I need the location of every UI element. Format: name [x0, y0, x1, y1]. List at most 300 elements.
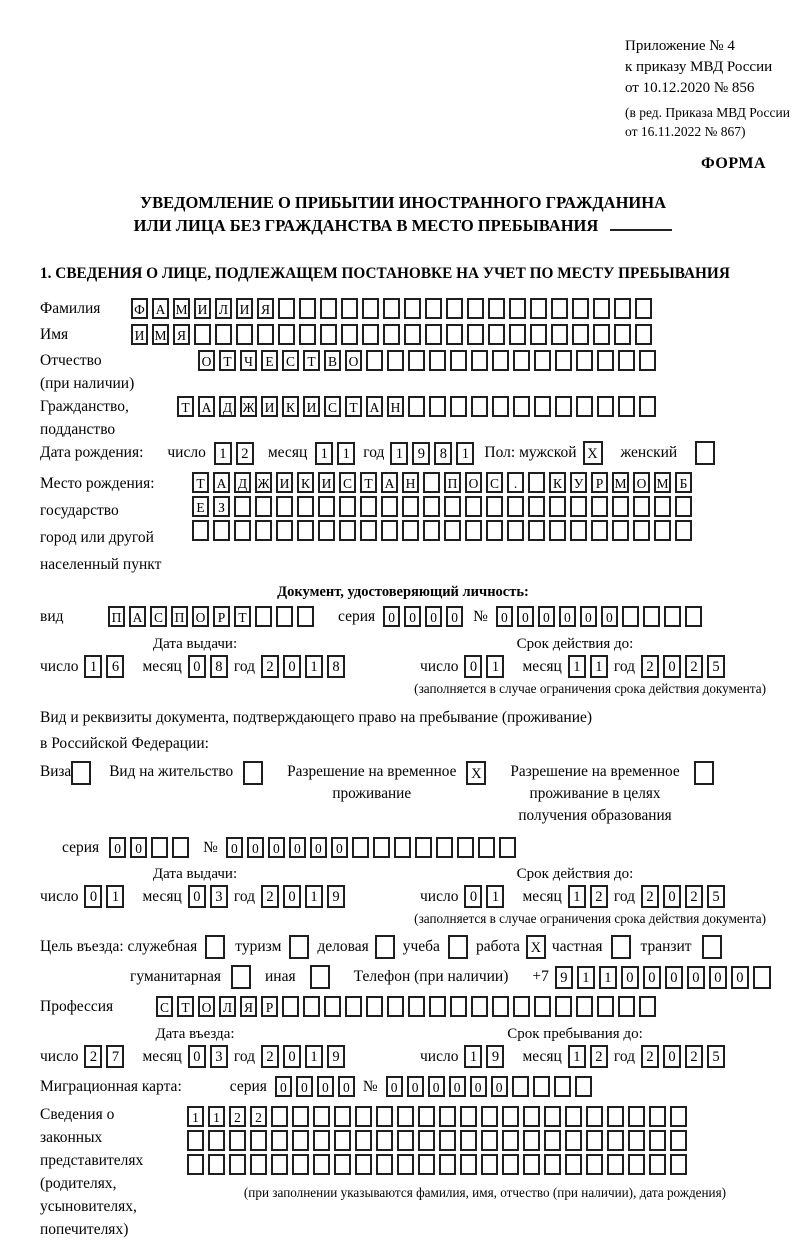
char-cell	[534, 396, 551, 417]
surname-row	[40, 297, 766, 320]
char-cell: 0	[247, 837, 264, 858]
char-cell	[488, 298, 505, 319]
char-cell: Л	[219, 996, 236, 1017]
year-label: год	[233, 1047, 256, 1065]
char-cell	[618, 996, 635, 1017]
form-word-label: ФОРМА	[700, 155, 766, 172]
section1-heading: 1. СВЕДЕНИЯ О ЛИЦЕ, ПОДЛЕЖАЩЕМ ПОСТАНОВКЕ НА УЧЕТ ПО МЕСТУ ПРЕБЫВАНИЯ	[40, 265, 730, 282]
char-cell	[418, 1130, 435, 1151]
char-cell	[565, 1130, 582, 1151]
char-cell: 2	[261, 1045, 279, 1068]
temp-residence-label-2: проживание	[332, 785, 412, 802]
doc-kind-row	[40, 605, 766, 628]
work-checkbox[interactable]: X	[526, 935, 546, 959]
char-cell: 0	[464, 885, 482, 908]
entry-month-cells[interactable]	[188, 1045, 228, 1068]
char-cell	[250, 1154, 267, 1175]
char-cell	[492, 350, 509, 371]
char-cell	[512, 1076, 529, 1097]
char-cell	[576, 996, 593, 1017]
char-cell	[607, 1106, 624, 1127]
char-cell	[628, 1154, 645, 1175]
char-cell	[555, 996, 572, 1017]
sex-male-label: Пол: мужской	[484, 444, 577, 461]
stay-day-cells[interactable]	[464, 1045, 504, 1068]
birth-date-label: Дата рождения:	[40, 444, 144, 461]
char-cell	[492, 396, 509, 417]
char-cell	[404, 324, 421, 345]
char-cell	[418, 1154, 435, 1175]
char-cell	[509, 298, 526, 319]
char-cell: 1	[577, 966, 595, 989]
char-cell	[381, 520, 398, 541]
char-cell	[639, 350, 656, 371]
char-cell	[576, 350, 593, 371]
day-label: число	[420, 1047, 459, 1065]
entry-purpose-row	[40, 935, 766, 959]
permit-number-cells[interactable]	[226, 837, 516, 858]
private-checkbox[interactable]	[611, 935, 631, 959]
permit-valid-day-cells[interactable]	[464, 885, 504, 908]
mig-number-cells[interactable]	[386, 1076, 592, 1097]
day-label: число	[40, 657, 79, 675]
char-cell	[507, 520, 524, 541]
city-label-2: населенный пункт	[40, 556, 162, 573]
permit-series-cells[interactable]	[109, 837, 189, 858]
entry-year-cells[interactable]	[261, 1045, 345, 1068]
char-cell	[597, 396, 614, 417]
char-cell: Д	[219, 396, 236, 417]
char-cell: 0	[109, 837, 126, 858]
char-cell: 9	[327, 1045, 345, 1068]
purpose-official-checkbox[interactable]	[205, 935, 225, 959]
char-cell	[654, 520, 671, 541]
char-cell: 2	[685, 1045, 703, 1068]
doc-number-cells[interactable]	[496, 606, 702, 627]
char-cell: 8	[210, 655, 228, 678]
title-blank-underline	[610, 229, 672, 231]
permit-number-sign: №	[203, 838, 218, 856]
char-cell: С	[156, 996, 173, 1017]
patronymic-cells[interactable]	[198, 350, 656, 371]
char-cell	[467, 298, 484, 319]
char-cell	[523, 1106, 540, 1127]
char-cell: 1	[106, 885, 124, 908]
doc-series-cells[interactable]	[383, 606, 463, 627]
char-cell	[303, 996, 320, 1017]
char-cell	[488, 324, 505, 345]
char-cell	[444, 520, 461, 541]
char-cell: И	[318, 472, 335, 493]
char-cell: М	[654, 472, 671, 493]
char-cell	[523, 1130, 540, 1151]
char-cell	[376, 1106, 393, 1127]
mig-series-cells[interactable]	[275, 1076, 355, 1097]
char-cell: К	[282, 396, 299, 417]
doc-number-sign: №	[473, 607, 488, 625]
char-cell	[544, 1106, 561, 1127]
char-cell: 1	[305, 1045, 323, 1068]
char-cell	[341, 324, 358, 345]
char-cell: О	[345, 350, 362, 371]
char-cell	[622, 606, 639, 627]
char-cell	[593, 298, 610, 319]
char-cell: 0	[331, 837, 348, 858]
char-cell	[215, 324, 232, 345]
temp-residence-checkbox[interactable]: X	[466, 761, 486, 785]
char-cell	[339, 520, 356, 541]
tourism-checkbox[interactable]	[289, 935, 309, 959]
char-cell: 0	[383, 606, 400, 627]
edu-residence-checkbox[interactable]	[694, 761, 714, 785]
char-cell	[502, 1106, 519, 1127]
char-cell: 0	[601, 606, 618, 627]
char-cell	[618, 350, 635, 371]
char-cell: О	[633, 472, 650, 493]
char-cell: 0	[731, 966, 749, 989]
char-cell: Ф	[131, 298, 148, 319]
day-label: число	[420, 887, 459, 905]
char-cell: С	[150, 606, 167, 627]
char-cell: 0	[289, 837, 306, 858]
birth-month-cells[interactable]	[315, 442, 355, 465]
residence-permit-checkbox[interactable]	[243, 761, 263, 785]
char-cell: 2	[685, 655, 703, 678]
char-cell	[530, 324, 547, 345]
char-cell: И	[276, 472, 293, 493]
char-cell: 9	[412, 442, 430, 465]
char-cell: 2	[229, 1106, 246, 1127]
char-cell	[534, 996, 551, 1017]
char-cell: Т	[177, 996, 194, 1017]
char-cell	[486, 496, 503, 517]
transit-checkbox[interactable]	[702, 935, 722, 959]
year-label: год	[363, 444, 385, 461]
char-cell	[229, 1130, 246, 1151]
migration-card-row	[40, 1076, 766, 1097]
char-cell	[565, 1154, 582, 1175]
char-cell: З	[213, 496, 230, 517]
doc-valid-day-cells[interactable]	[464, 655, 504, 678]
transit-label: транзит	[640, 938, 692, 955]
year-label: год	[233, 887, 256, 905]
representatives-label-3: представителях	[40, 1152, 144, 1169]
study-label: учеба	[402, 938, 440, 955]
char-cell	[554, 1076, 571, 1097]
char-cell: Т	[177, 396, 194, 417]
char-cell	[593, 324, 610, 345]
char-cell: Е	[261, 350, 278, 371]
char-cell: 0	[188, 885, 206, 908]
residence-doc-line-1: Вид и реквизиты документа, подтверждающего право на пребывание (проживание)	[40, 709, 593, 726]
char-cell	[187, 1130, 204, 1151]
char-cell	[408, 396, 425, 417]
char-cell	[533, 1076, 550, 1097]
state-label: государство	[40, 502, 119, 519]
edu-residence-label-2: проживание в целях	[529, 785, 661, 802]
edu-residence-label-3: получения образования	[518, 807, 672, 824]
char-cell	[255, 606, 272, 627]
birth-place-cells-2[interactable]	[192, 496, 692, 517]
char-cell	[597, 996, 614, 1017]
char-cell	[404, 298, 421, 319]
year-label: год	[613, 887, 636, 905]
stay-until-heading: Срок пребывания до:	[507, 1026, 643, 1042]
char-cell	[257, 324, 274, 345]
char-cell: 1	[456, 442, 474, 465]
char-cell: .	[507, 472, 524, 493]
appendix-line-3: от 10.12.2020 № 856	[625, 80, 755, 96]
char-cell	[352, 837, 369, 858]
permit-series-label: серия	[62, 838, 100, 856]
char-cell: Е	[192, 496, 209, 517]
char-cell: 0	[84, 885, 102, 908]
char-cell	[373, 837, 390, 858]
char-cell	[376, 1154, 393, 1175]
citizenship-label-2: подданство	[40, 421, 116, 438]
char-cell	[481, 1106, 498, 1127]
char-cell: 2	[641, 1045, 659, 1068]
appendix-line-2: к приказу МВД России	[625, 59, 773, 75]
char-cell	[271, 1106, 288, 1127]
tourism-label: туризм	[235, 938, 282, 955]
char-cell	[278, 298, 295, 319]
char-cell: 5	[707, 655, 725, 678]
study-checkbox[interactable]	[448, 935, 468, 959]
doc-valid-year-cells[interactable]	[641, 655, 725, 678]
char-cell	[339, 496, 356, 517]
char-cell: И	[131, 324, 148, 345]
citizenship-row	[40, 395, 766, 441]
char-cell: 0	[663, 885, 681, 908]
birth-year-cells[interactable]	[390, 442, 474, 465]
char-cell: 2	[685, 885, 703, 908]
char-cell: 0	[283, 885, 301, 908]
representatives-label-2: законных	[40, 1129, 103, 1146]
amendment-line-1: (в ред. Приказа МВД России	[625, 105, 790, 120]
char-cell: С	[282, 350, 299, 371]
profession-cells[interactable]	[156, 996, 656, 1017]
char-cell	[187, 1154, 204, 1175]
birth-place-cells-1[interactable]	[192, 472, 692, 493]
char-cell: 0	[428, 1076, 445, 1097]
char-cell	[513, 396, 530, 417]
char-cell	[513, 996, 530, 1017]
char-cell	[297, 496, 314, 517]
char-cell: 1	[486, 885, 504, 908]
char-cell	[486, 520, 503, 541]
char-cell	[271, 1130, 288, 1151]
char-cell	[597, 350, 614, 371]
doc-issue-month-cells[interactable]	[188, 655, 228, 678]
char-cell	[534, 350, 551, 371]
char-cell	[394, 837, 411, 858]
permit-valid-year-cells[interactable]	[641, 885, 725, 908]
stay-year-cells[interactable]	[641, 1045, 725, 1068]
char-cell	[614, 324, 631, 345]
char-cell: Т	[345, 396, 362, 417]
char-cell: 0	[188, 655, 206, 678]
char-cell	[471, 996, 488, 1017]
work-label: работа	[475, 938, 520, 955]
citizenship-label-1: Гражданство,	[40, 398, 129, 415]
page-title	[40, 191, 766, 237]
title-line-2: ИЛИ ЛИЦА БЕЗ ГРАЖДАНСТВА В МЕСТО ПРЕБЫВАНИЯ	[133, 216, 599, 235]
profession-row	[40, 995, 766, 1018]
char-cell: 1	[568, 885, 586, 908]
char-cell	[612, 496, 629, 517]
stay-month-cells[interactable]	[568, 1045, 608, 1068]
char-cell: 0	[580, 606, 597, 627]
humanitarian-checkbox[interactable]	[231, 965, 251, 989]
char-cell	[471, 350, 488, 371]
permit-issue-year-cells[interactable]	[261, 885, 345, 908]
char-cell	[572, 324, 589, 345]
char-cell: Ж	[255, 472, 272, 493]
char-cell	[282, 996, 299, 1017]
char-cell	[670, 1106, 687, 1127]
phone-cells[interactable]	[555, 966, 771, 989]
sex-male-checkbox[interactable]: X	[583, 441, 603, 465]
birth-place-cells-3[interactable]	[192, 520, 692, 541]
representatives-cells-3[interactable]	[187, 1154, 780, 1175]
char-cell	[565, 1106, 582, 1127]
entry-date-heading: Дата въезда:	[155, 1026, 235, 1042]
given-name-cells[interactable]	[131, 324, 652, 345]
char-cell: 2	[641, 885, 659, 908]
phone-prefix-label: +7	[532, 968, 549, 985]
doc-issue-year-cells[interactable]	[261, 655, 345, 678]
birth-date-row	[40, 441, 766, 465]
birth-day-cells[interactable]	[214, 442, 254, 465]
char-cell	[429, 350, 446, 371]
char-cell	[334, 1130, 351, 1151]
doc-issue-day-cells[interactable]	[84, 655, 124, 678]
char-cell: А	[152, 298, 169, 319]
char-cell	[607, 1130, 624, 1151]
char-cell	[397, 1106, 414, 1127]
char-cell	[635, 298, 652, 319]
char-cell: 0	[496, 606, 513, 627]
char-cell	[555, 350, 572, 371]
char-cell	[208, 1130, 225, 1151]
surname-cells[interactable]	[131, 298, 652, 319]
char-cell	[423, 496, 440, 517]
title-line-1: УВЕДОМЛЕНИЕ О ПРИБЫТИИ ИНОСТРАННОГО ГРАЖДАНИНА	[139, 193, 667, 212]
patronymic-row	[40, 349, 766, 395]
representatives-row	[40, 1103, 766, 1241]
char-cell	[423, 472, 440, 493]
char-cell: И	[236, 298, 253, 319]
char-cell: 0	[559, 606, 576, 627]
representatives-cells-1[interactable]	[187, 1106, 780, 1127]
doc-valid-month-cells[interactable]	[568, 655, 608, 678]
doc-validity-note: (заполняется в случае ограничения срока действия документа)	[414, 681, 766, 696]
entry-purpose-label: Цель въезда: служебная	[40, 938, 198, 955]
char-cell	[649, 1130, 666, 1151]
char-cell: 1	[464, 1045, 482, 1068]
char-cell: 0	[317, 1076, 334, 1097]
patronymic-label: Отчество	[40, 352, 102, 369]
sex-female-label: женский	[620, 444, 678, 461]
doc-kind-cells[interactable]	[108, 606, 314, 627]
migration-card-label: Миграционная карта:	[40, 1077, 182, 1095]
year-label: год	[233, 657, 256, 675]
citizenship-cells[interactable]	[177, 396, 656, 417]
char-cell: 5	[707, 1045, 725, 1068]
char-cell	[675, 496, 692, 517]
char-cell: О	[465, 472, 482, 493]
visa-checkbox[interactable]	[71, 761, 91, 785]
sex-female-checkbox[interactable]	[695, 441, 715, 465]
representatives-label-6: попечителях)	[40, 1221, 129, 1238]
char-cell	[457, 837, 474, 858]
char-cell	[387, 350, 404, 371]
given-name-label: Имя	[40, 326, 69, 343]
char-cell	[460, 1154, 477, 1175]
char-cell: 0	[621, 966, 639, 989]
entry-day-cells[interactable]	[84, 1045, 124, 1068]
char-cell: О	[192, 606, 209, 627]
char-cell	[355, 1130, 372, 1151]
char-cell: 1	[187, 1106, 204, 1127]
char-cell	[513, 350, 530, 371]
char-cell	[492, 996, 509, 1017]
char-cell: И	[261, 396, 278, 417]
representatives-cells-2[interactable]	[187, 1130, 780, 1151]
permit-dates-section	[40, 866, 766, 908]
char-cell: 0	[491, 1076, 508, 1097]
char-cell	[439, 1106, 456, 1127]
appendix-line-1: Приложение № 4	[625, 38, 735, 54]
char-cell: 2	[590, 1045, 608, 1068]
permit-valid-month-cells[interactable]	[568, 885, 608, 908]
day-label: число	[420, 657, 459, 675]
char-cell	[355, 1106, 372, 1127]
char-cell	[649, 1106, 666, 1127]
char-cell: В	[324, 350, 341, 371]
permit-issue-month-cells[interactable]	[188, 885, 228, 908]
char-cell: 0	[663, 655, 681, 678]
char-cell: 2	[84, 1045, 102, 1068]
char-cell	[685, 606, 702, 627]
char-cell	[444, 496, 461, 517]
char-cell	[397, 1130, 414, 1151]
char-cell: 3	[210, 1045, 228, 1068]
char-cell	[446, 298, 463, 319]
char-cell: А	[129, 606, 146, 627]
char-cell	[570, 520, 587, 541]
other-checkbox[interactable]	[310, 965, 330, 989]
char-cell	[528, 496, 545, 517]
month-label: месяц	[142, 657, 182, 675]
char-cell	[172, 837, 189, 858]
char-cell	[320, 298, 337, 319]
char-cell	[429, 996, 446, 1017]
char-cell: 0	[268, 837, 285, 858]
char-cell	[478, 837, 495, 858]
given-name-row	[40, 323, 766, 346]
char-cell: 0	[130, 837, 147, 858]
char-cell	[313, 1106, 330, 1127]
permit-issue-day-cells[interactable]	[84, 885, 124, 908]
char-cell	[320, 324, 337, 345]
month-label: месяц	[142, 887, 182, 905]
business-checkbox[interactable]	[375, 935, 395, 959]
char-cell	[192, 520, 209, 541]
char-cell: Т	[303, 350, 320, 371]
char-cell	[544, 1154, 561, 1175]
